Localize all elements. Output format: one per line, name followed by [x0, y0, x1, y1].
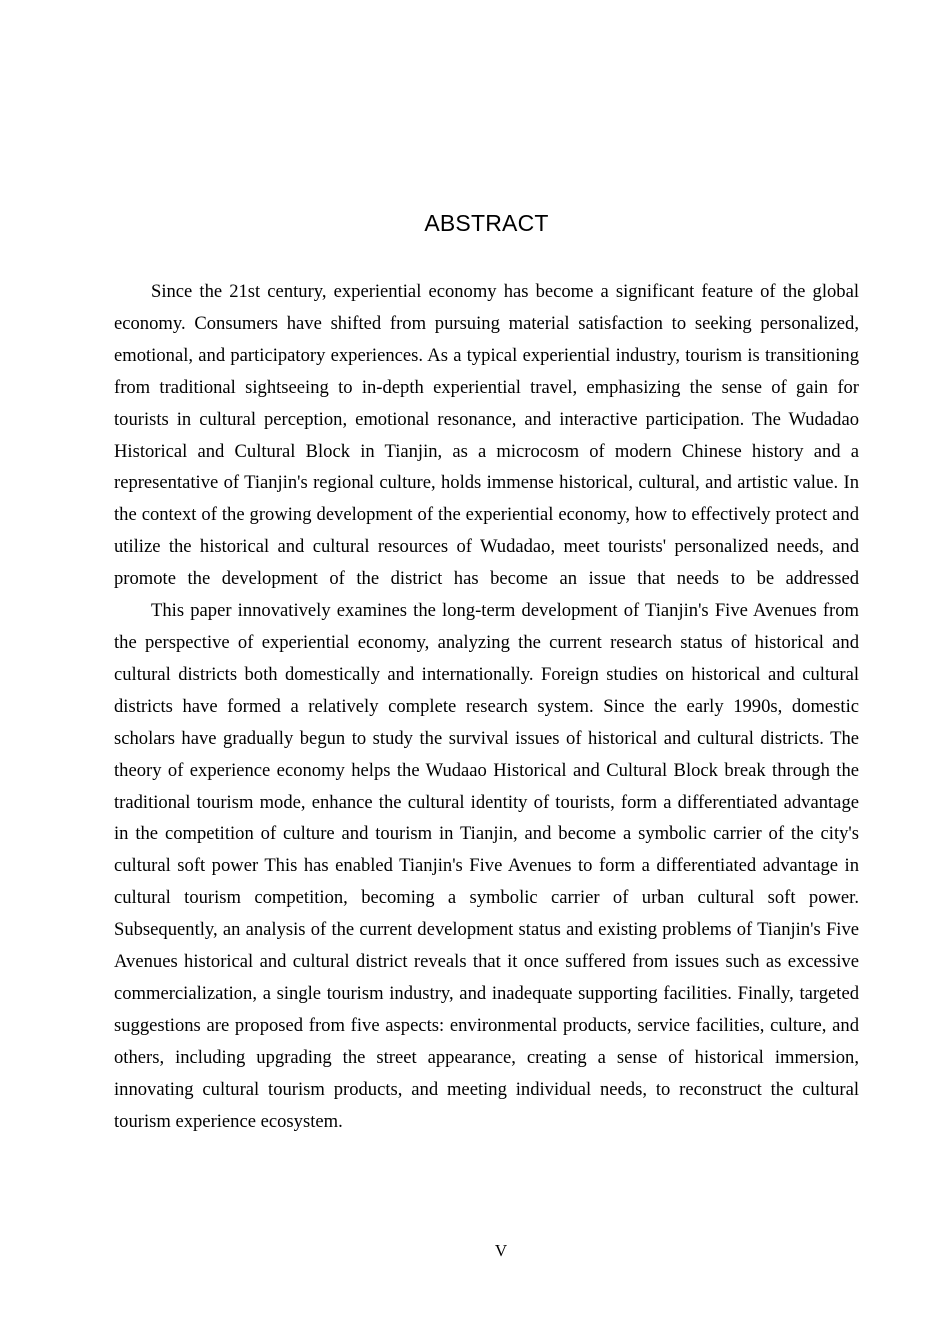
page-number: V	[494, 1241, 508, 1260]
abstract-paragraph-2: This paper innovatively examines the long-term development of Tianjin's Five Avenues from the perspective of experiential economy, analyzing the current research status of historical and cultural districts both domestically and internationally. Foreign studies on historical and cultural districts have formed a relatively complete research system. Since the early 1990s, domestic scholars have gradually begun to study the survival issues of historical and cultural districts. The theory of experience economy helps the Wudaao Historical and Cultural Block break through the traditional tourism mode, enhance the cultural identity of tourists, form a differentiated advantage in the competition of culture and tourism in Tianjin, and become a symbolic carrier of the city's cultural soft power This has enabled Tianjin's Five Avenues to form a differentiated advantage in cultural tourism competition, becoming a symbolic carrier of urban cultural soft power. Subsequently, an analysis of the current development status and existing problems of Tianjin's Five Avenues historical and cultural district reveals that it once suffered from issues such as excessive commercialization, a single tourism industry, and inadequate supporting facilities. Finally, targeted suggestions are proposed from five aspects: environmental products, service facilities, culture, and others, including upgrading the street appearance, creating a sense of historical immersion, innovating cultural tourism products, and meeting individual needs, to reconstruct the cultural tourism experience ecosystem.	[114, 600, 859, 1132]
abstract-title: ABSTRACT	[424, 210, 549, 236]
abstract-body	[114, 276, 859, 1137]
abstract-paragraph-1: Since the 21st century, experiential economy has become a significant feature of the global economy. Consumers have shifted from pursuing material satisfaction to seeking personalized, emotional, and participatory experiences. As a typical experiential industry, tourism is transitioning from traditional sightseeing to in-depth experiential travel, emphasizing the sense of gain for tourists in cultural perception, emotional resonance, and interactive participation. The Wudadao Historical and Cultural Block in Tianjin, as a microcosm of modern Chinese history and a representative of Tianjin's regional culture, holds immense historical, cultural, and artistic value. In the context of the growing development of the experiential economy, how to effectively protect and utilize the historical and cultural resources of Wudadao, meet tourists' personalized needs, and promote the development of the district has become an issue that needs to be addressed	[114, 281, 859, 590]
